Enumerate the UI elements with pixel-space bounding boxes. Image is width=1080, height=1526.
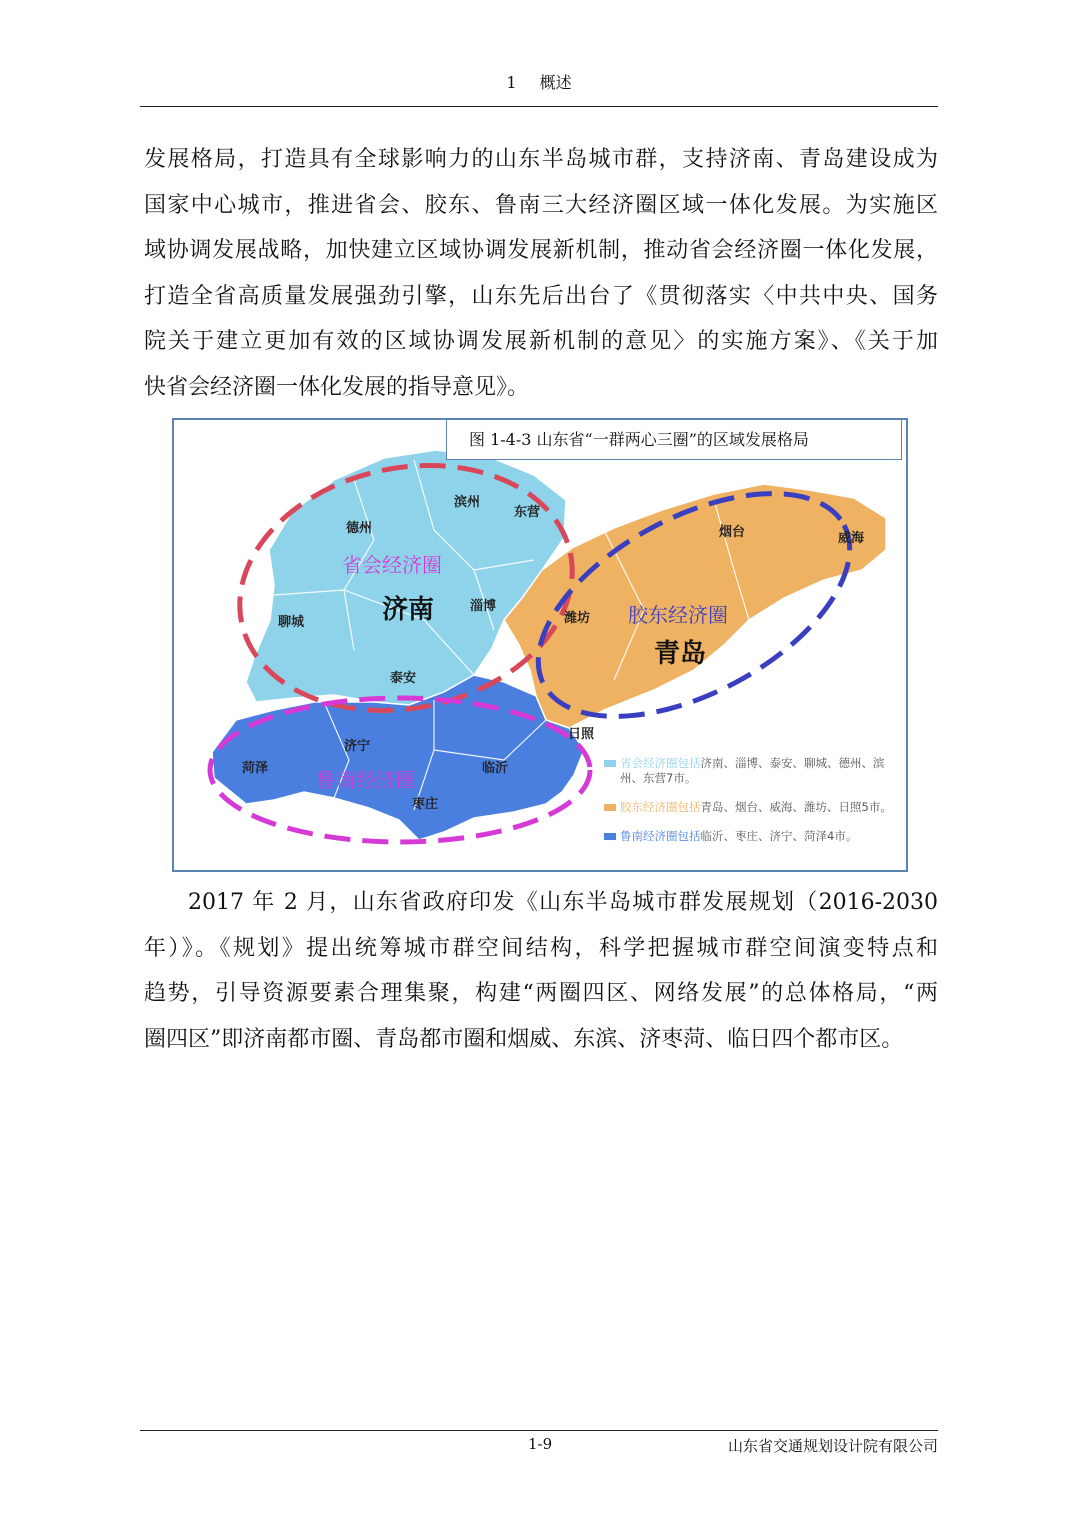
figure-caption: 图 1-4-3 山东省“一群两心三圈”的区域发展格局 [446,420,902,460]
paragraph-line: 打造全省高质量发展强劲引擎，山东先后出台了《贯彻落实〈中共中央、国务 [144,283,938,309]
paragraph-line: 2017 年 2 月，山东省政府印发《山东半岛城市群发展规划（2016-2030 [188,890,938,915]
page-footer [140,1430,938,1461]
city-weifang: 潍坊 [564,611,591,626]
map-legend [604,756,900,858]
legend-highlight: 鲁南经济圈包括 [620,829,701,843]
page-header [140,70,938,107]
paragraph-line: 趋势，引导资源要素合理集聚，构建“两圈四区、网络发展”的总体格局，“两 [144,981,938,1006]
legend-text: 青岛、烟台、威海、潍坊、日照5市。 [700,800,892,814]
legend-text: 济南、淄博、泰安、聊城、德州、滨州、东营7市。 [620,756,885,785]
city-binzhou: 滨州 [454,495,481,510]
legend-swatch [604,804,616,811]
organization-name: 山东省交通规划设计院有限公司 [727,1437,938,1455]
city-jining: 济宁 [344,739,371,754]
city-taian: 泰安 [390,671,417,686]
city-linyi: 临沂 [482,761,509,776]
city-dezhou: 德州 [346,521,373,536]
city-dongying: 东营 [514,505,541,520]
lunan-label: 鲁南经济圈 [316,768,416,792]
paragraph-line: 快省会经济圈一体化发展的指导意见》。 [144,374,530,400]
legend-highlight: 胶东经济圈包括 [620,800,701,814]
legend-item-jiaodong [604,800,900,815]
regional-map-figure [172,418,908,872]
city-zibo: 淄博 [470,599,497,614]
shenghui-label: 省会经济圈 [342,553,442,577]
jinan-label: 济南 [382,595,435,625]
paragraph-line: 发展格局，打造具有全球影响力的山东半岛城市群，支持济南、青岛建设成为 [144,147,938,172]
city-weihai: 威海 [838,531,865,546]
legend-text: 临沂、枣庄、济宁、菏泽4市。 [700,829,858,843]
paragraph-line: 圈四区”即济南都市圈、青岛都市圈和烟威、东滨、济枣菏、临日四个都市区。 [144,1026,904,1052]
paragraph-2 [144,880,938,1062]
paragraph-line: 年）》。《规划》提出统筹城市群空间结构，科学把握城市群空间演变特点和 [144,935,938,961]
legend-highlight: 省会经济圈包括 [620,756,701,770]
chapter-number: 1 [506,73,517,92]
paragraph-1 [144,137,938,410]
city-yantai: 烟台 [719,525,746,540]
paragraph-line: 院关于建立更加有效的区域协调发展新机制的意见〉的实施方案》、《关于加 [144,329,938,354]
page-number: 1-9 [528,1435,553,1453]
city-liaocheng: 聊城 [278,615,305,630]
city-heze: 菏泽 [242,761,269,776]
legend-item-lunan [604,829,900,844]
city-zaozhuang: 枣庄 [412,797,439,812]
qingdao-label: 青岛 [654,639,707,669]
legend-swatch [604,760,616,767]
legend-swatch [604,833,616,840]
paragraph-line: 域协调发展战略，加快建立区域协调发展新机制，推动省会经济圈一体化发展， [144,238,938,263]
jiaodong-label: 胶东经济圈 [628,603,728,627]
city-rizhao: 日照 [568,727,595,742]
paragraph-line: 国家中心城市，推进省会、胶东、鲁南三大经济圈区域一体化发展。为实施区 [144,192,938,218]
chapter-title: 概述 [539,73,572,92]
legend-item-shenghui [604,756,900,786]
